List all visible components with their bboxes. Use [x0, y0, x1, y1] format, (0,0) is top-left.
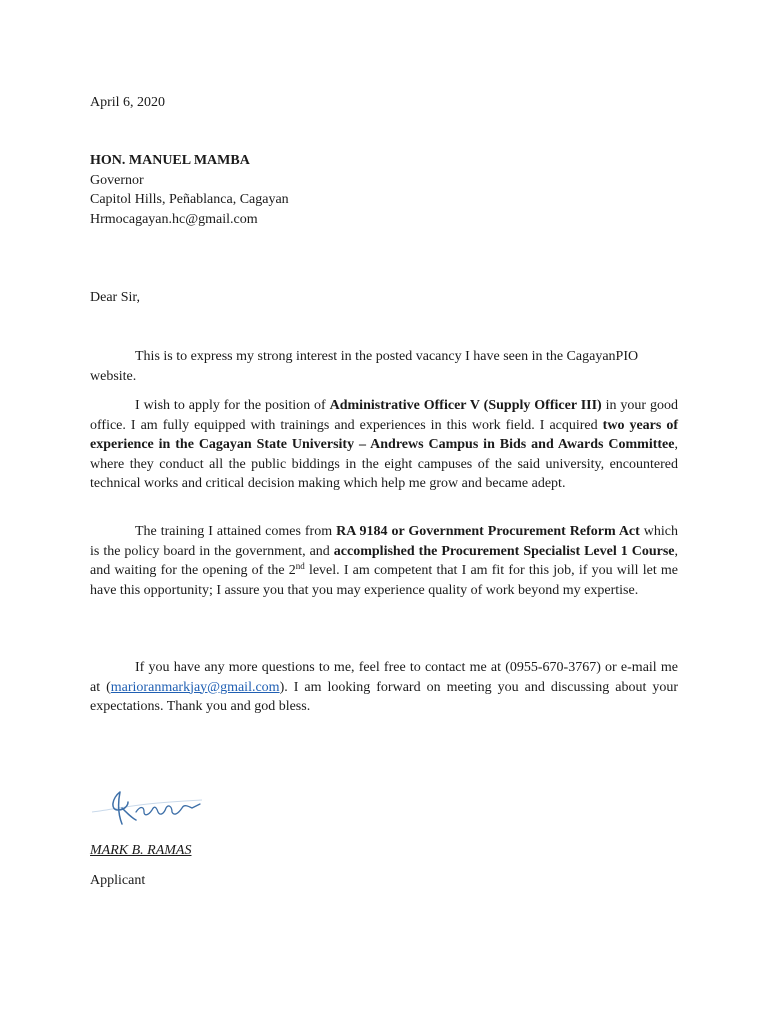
paragraph-4: If you have any more questions to me, feel free to contact me at (0955-670-3767) or e-mail me at (marioranmarkjay@gmail.com). I am looking forward on meeting you and discussing about your expectations. Thank you and god bless.	[90, 660, 679, 714]
contact-email-link[interactable]: marioranmarkjay@gmail.com	[110, 679, 280, 695]
signature-image	[88, 784, 206, 832]
recipient-name: HON. MANUEL MAMBA	[90, 153, 250, 168]
signatory-role: Applicant	[90, 872, 146, 888]
recipient-address: Capitol Hills, Peñablanca, Cagayan	[90, 192, 289, 207]
signatory-name: MARK B. RAMAS	[90, 843, 192, 858]
paragraph-2: I wish to apply for the position of Administrative Officer V (Supply Officer III) in your good office. I am fully equipped with trainings and experiences in this work field. I acquired two years of experience in the Cagayan State University – Andrews Campus in Bids and Awards Committee, where they conduct all the public biddings in the eight campuses of the said university, encountered technical works and critical decision making which help me grow and became adept.	[90, 398, 679, 491]
letter-date: April 6, 2020	[90, 95, 166, 110]
recipient-email: Hrmocagayan.hc@gmail.com	[90, 211, 258, 227]
paragraph-3: The training I attained comes from RA 9184 or Government Procurement Reform Act which is the policy board in the government, and accomplished the Procurement Specialist Level 1 Course, and waiting for the opening of the 2nd level. I am competent that I am fit for this job, if you will let me have this opportunity; I assure you that you may experience quality of work beyond my expertise.	[90, 524, 678, 598]
recipient-title: Governor	[90, 172, 144, 188]
salutation: Dear Sir,	[90, 290, 140, 305]
paragraph-1: This is to express my strong interest in the posted vacancy I have seen in the CagayanPIO website.	[90, 349, 639, 384]
recipient-block	[90, 151, 678, 229]
signatory-block	[90, 841, 678, 890]
